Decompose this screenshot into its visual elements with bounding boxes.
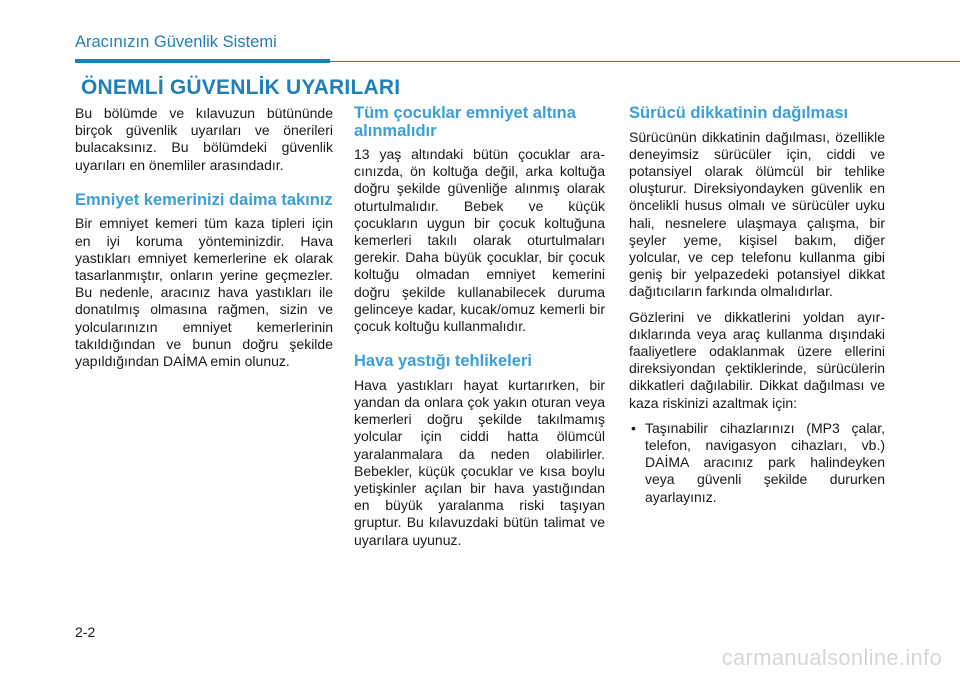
header-bar-thick (75, 59, 330, 63)
page-number: 2-2 (75, 624, 96, 640)
spacer (629, 301, 885, 309)
list-item (629, 420, 885, 506)
children-paragraph: 13 yaş altındaki bütün çocuklar aracınızda, ön koltuğa değil, arka koltuğa doğru şekilde güvenliğe alınmış olarak oturtulmalıdır. Bebek ve küçük çocukların uygun bir çocuk koltuğuna kemerleri takılı olarak oturtulmaları gerekir. Daha büyük çocuklar, bir çocuk koltuğu olmadan emniyet kemerini doğru şekilde kullanabilecek duruma gelinceye kadar, kucak/omuz kemerli bir çocuk koltuğu kullanmalıdır. (354, 146, 605, 335)
distraction-bullet-list (629, 420, 885, 506)
heading-distraction: Sürücü dikkatinin dağılması (629, 104, 849, 122)
header-title: Aracınızın Güvenlik Sistemi (75, 33, 277, 51)
seatbelt-paragraph: Bir emniyet kemeri tüm kaza tipleri için en iyi koruma yönteminizdir. Hava yastıkları emniyet kemerlerine ek olarak tasarlanmıştır, onların yerine geçmezler. Bu nedenle, aracınız hava yastıkları ile donatılmış olmasına rağmen, sizin ve yolcularınızın emniyet kemerlerinin takıldığından ve bunun doğru şekilde yapıldığından DAİMA emin olunuz. (75, 215, 333, 369)
watermark: carmanualsonline.info (721, 645, 942, 670)
spacer (75, 174, 333, 192)
section-title: ÖNEMLİ GÜVENLİK UYARILARI (81, 76, 401, 99)
spacer (629, 412, 885, 420)
heading-seatbelt: Emniyet kemerinizi daima takınız (75, 190, 333, 209)
heading-children: Tüm çocuklar emniyet altına alınmalıdır (354, 104, 576, 140)
column-1 (75, 105, 333, 370)
column-3 (629, 105, 885, 506)
distraction-paragraph-1: Sürücünün dikkatinin dağılması, özellikle deneyimsiz sürücüler için, ciddi ve potansiyel olarak ölümcül bir tehlike oluşturur. Direksiyondayken güvenlik en öncelikli husus olmalı ve sürücüler uyku hali, nesnelere ulaşmaya çalışma, bir şeyler yeme, kişisel bakım, diğer yolcular, ve cep telefonu kullanma gibi geniş bir yelpazedeki potansiyel dikkat dağıtıcıların farkında olmalıdırlar. (629, 128, 885, 300)
intro-paragraph: Bu bölümde ve kılavuzun bütününde birçok güvenlik uyarıları ve önerileri bulacaksınız. Bu bölümdeki güvenlik uyarıları en önemliler arasındadır. (75, 105, 333, 173)
spacer (354, 335, 605, 353)
bullet-icon: • (631, 419, 636, 436)
bullet-text: Taşınabilir cihazlarınızı (MP3 çalar, telefon, navigasyon cihazları, vb.) DAİMA aracınız park halindeyken veya güvenli şekilde dururken ayarlayınız. (645, 419, 885, 505)
column-2 (354, 105, 605, 549)
distraction-paragraph-2: Gözlerini ve dikkatlerini yoldan ayırdıklarında veya araç kullanma dışındaki faaliyetlere odaklanmak üzere ellerini direksiyondan çektiklerinde, sürücülerin dikkatleri dağılabilir. Dikkat dağılması ve kaza riskinizi azaltmak için: (629, 308, 885, 411)
airbag-paragraph: Hava yastıkları hayat kurtarırken, bir yandan da onlara çok yakın oturan veya kemerleri doğru şekilde takılmamış yolcular için ciddi hatta ölümcül yaralanmalara da neden olabilirler. Bebekler, küçük çocuklar ve kısa boylu yetişkinler açılan bir hava yastığından en büyük yaralanma riski taşıyan gruptur. Bu kılavuzdaki bütün talimat ve uyarılara uyunuz. (354, 376, 605, 548)
header-rule (330, 61, 960, 62)
heading-airbag: Hava yastığı tehlikeleri (354, 352, 532, 371)
